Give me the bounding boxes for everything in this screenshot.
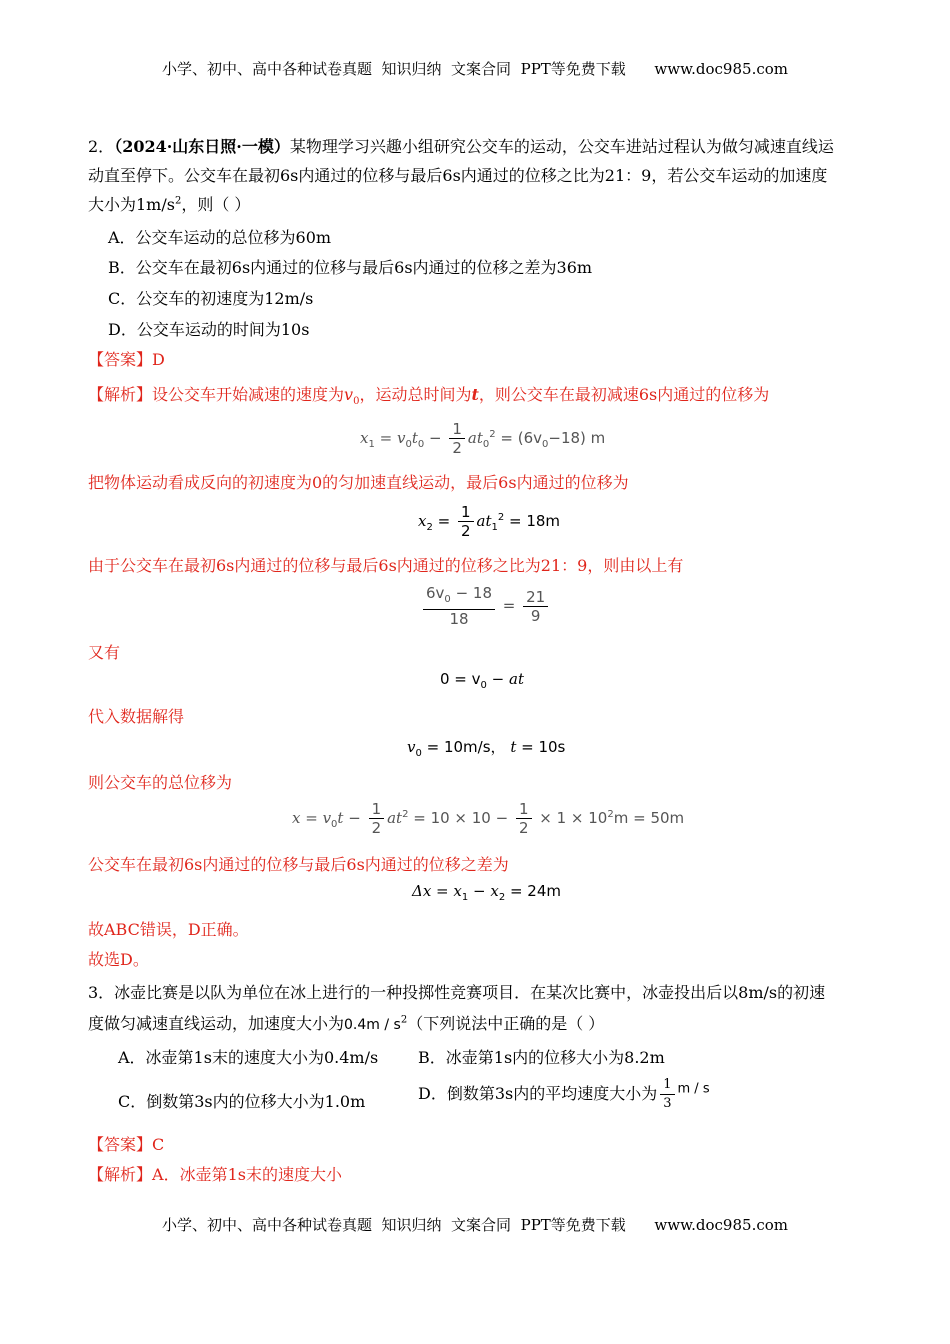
q2-stem-line-2: 动直至停下。公交车在最初6s内通过的位移与最后6s内通过的位移之比为21：9，若公交车运动的加速度	[88, 166, 828, 185]
q2-analysis-line-9: 故选D。	[88, 950, 149, 969]
q3-stem-2a: 度做匀减速直线运动，加速度大小为	[88, 1014, 345, 1033]
q3-stem-line-2	[88, 1011, 868, 1034]
q2-stem-line-3	[88, 192, 868, 215]
q2-analysis-line-8: 故ABC错误，D正确。	[88, 920, 249, 939]
equation-4: $0 = v_0$ − at	[440, 670, 524, 691]
equation-7: $\Delta x = x_1 - x_2 = 24m$	[412, 882, 561, 903]
q3-accel-sup: 2	[400, 1014, 408, 1026]
q2-option-a: A．公交车运动的总位移为60m	[108, 228, 332, 247]
q2-analysis-line-7: 公交车在最初6s内通过的位移与最后6s内通过的位移之差为	[88, 855, 509, 874]
equation-1: $x_1 = v_0t_0$ − $\frac{1}{2}$ $at_0^2 = (6v_0-18)$ m	[360, 420, 606, 457]
q2-stem-3sup: 2	[174, 195, 182, 207]
analysis-text: ，则公交车在最初减速6s内通过的位移为	[478, 385, 770, 404]
analysis-text: 设公交车开始减速的速度为	[152, 385, 345, 404]
q3-option-a: A．冰壶第1s末的速度大小为0.4m/s	[118, 1048, 379, 1067]
q2-analysis-line-4: 又有	[88, 643, 121, 662]
q2-option-d: D．公交车运动的时间为10s	[108, 320, 310, 339]
q2-analysis-line-5: 代入数据解得	[88, 707, 185, 726]
q2-analysis-line-6: 则公交车的总位移为	[88, 773, 233, 792]
q3-option-c: C．倒数第3s内的位移大小为1.0m	[118, 1092, 366, 1111]
equation-5: $v_0 = 10m/s$， t = 10s	[407, 738, 566, 759]
q3-accel-unit: 0.4m / s	[344, 1017, 401, 1033]
q2-answer: 【答案】D	[88, 350, 165, 369]
analysis-text: ，运动总时间为	[359, 385, 472, 404]
equation-2: $x_2$ = $\frac{1}{2}$ $at_1^2 = 18m$	[418, 503, 561, 540]
q2-option-b: B．公交车在最初6s内通过的位移与最后6s内通过的位移之差为36m	[108, 258, 593, 277]
q3-option-b: B．冰壶第1s内的位移大小为8.2m	[418, 1048, 665, 1067]
q2-option-c: C．公交车的初速度为12m/s	[108, 289, 314, 308]
page-header: 小学、初中、高中各种试卷真题 知识归纳 文案合同 PPT等免费下载 www.doc985.com	[161, 60, 788, 78]
page-footer: 小学、初中、高中各种试卷真题 知识归纳 文案合同 PPT等免费下载 www.doc985.com	[161, 1216, 788, 1234]
q3-option-d	[418, 1076, 710, 1113]
symbol-v: v	[344, 385, 354, 404]
q2-stem-3b: ，则（ ）	[181, 195, 251, 214]
q3-option-d-den: 3	[663, 1096, 672, 1111]
q3-option-d-text: D．倒数第3s内的平均速度大小为	[418, 1084, 658, 1103]
q2-stem-line-1	[88, 134, 868, 157]
q2-stem-1: 某物理学习兴趣小组研究公交车的运动，公交车进站过程认为做匀减速直线运	[289, 137, 834, 156]
q3-option-d-unit: m / s	[677, 1081, 710, 1097]
q3-analysis-label: 【解析】	[88, 1165, 153, 1184]
symbol-t: t	[471, 385, 479, 404]
q3-stem-line-1: 3．冰壶比赛是以队为单位在冰上进行的一种投掷性竞赛项目．在某次比赛中，冰壶投出后以8m/s的初速	[88, 983, 826, 1002]
equation-6: $x = v_0t$ − $\frac{1}{2}$ $at^2 = 10 \times 10$ − $\frac{1}{2}$ × $1 \times 10^2m = 50m$	[292, 800, 685, 837]
q3-analysis-text: A．冰壶第1s末的速度大小	[152, 1165, 342, 1184]
equation-3: $\frac{6v_0 - 18}{18}$ = $\frac{21}{9}$	[420, 584, 551, 628]
q2-stem-3a: 大小为1m/s	[88, 195, 175, 214]
q2-number: 2．	[88, 137, 115, 156]
q2-analysis-line-3: 由于公交车在最初6s内通过的位移与最后6s内通过的位移之比为21：9，则由以上有	[88, 556, 684, 575]
symbol-sub: 0	[353, 396, 360, 408]
q2-analysis-line-2: 把物体运动看成反向的初速度为0的匀加速直线运动，最后6s内通过的位移为	[88, 473, 629, 492]
q2-analysis-line-1	[88, 382, 868, 407]
analysis-label: 【解析】	[88, 385, 153, 404]
q3-answer: 【答案】C	[88, 1135, 165, 1154]
q3-option-d-num: 1	[660, 1076, 674, 1095]
q2-source: （2024·山东日照·一模）	[114, 137, 290, 156]
q3-analysis-line-1	[88, 1162, 868, 1185]
q3-stem-2b: （下列说法中正确的是（ ）	[407, 1014, 605, 1033]
